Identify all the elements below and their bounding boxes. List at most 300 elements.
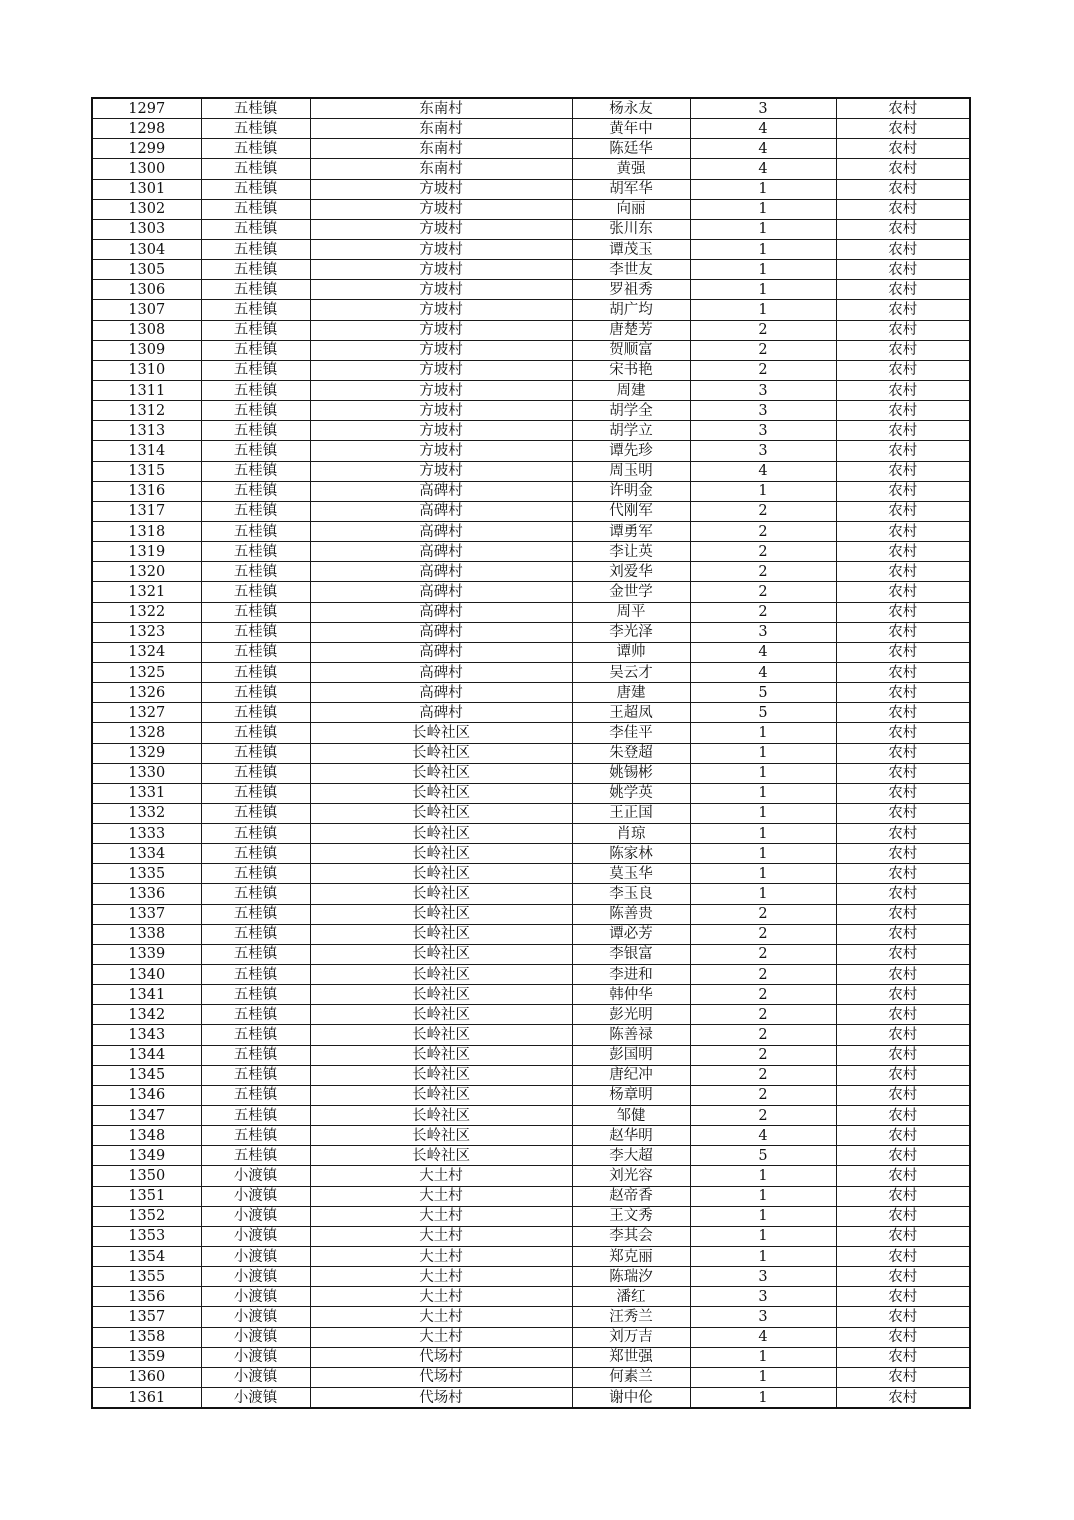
village-cell: 长岭社区 [310,783,572,803]
row-number-cell: 1326 [92,683,201,703]
table-row [92,1367,970,1387]
count-cell: 3 [690,380,836,400]
table-row [92,844,970,864]
count-cell: 1 [690,280,836,300]
village-cell: 高碑村 [310,481,572,501]
type-cell: 农村 [836,421,970,441]
type-cell: 农村 [836,1126,970,1146]
row-number-cell: 1356 [92,1287,201,1307]
count-cell: 5 [690,1146,836,1166]
row-number-cell: 1344 [92,1045,201,1065]
table-row [92,944,970,964]
row-number-cell: 1354 [92,1247,201,1267]
town-cell: 五桂镇 [201,521,310,541]
type-cell: 农村 [836,320,970,340]
count-cell: 4 [690,159,836,179]
table-row [92,763,970,783]
count-cell: 2 [690,924,836,944]
table-row [92,239,970,259]
town-cell: 五桂镇 [201,501,310,521]
name-cell: 肖琼 [572,824,690,844]
name-cell: 谭必芳 [572,924,690,944]
row-number-cell: 1355 [92,1267,201,1287]
row-number-cell: 1313 [92,421,201,441]
count-cell: 2 [690,1005,836,1025]
count-cell: 3 [690,401,836,421]
row-number-cell: 1348 [92,1126,201,1146]
count-cell: 3 [690,98,836,119]
row-number-cell: 1341 [92,985,201,1005]
row-number-cell: 1303 [92,219,201,239]
table-row [92,965,970,985]
name-cell: 李其会 [572,1226,690,1246]
town-cell: 五桂镇 [201,1126,310,1146]
town-cell: 五桂镇 [201,380,310,400]
type-cell: 农村 [836,1005,970,1025]
row-number-cell: 1300 [92,159,201,179]
town-cell: 五桂镇 [201,944,310,964]
name-cell: 谭先珍 [572,441,690,461]
count-cell: 1 [690,1166,836,1186]
town-cell: 五桂镇 [201,199,310,219]
table-row [92,1126,970,1146]
name-cell: 胡广均 [572,300,690,320]
town-cell: 五桂镇 [201,602,310,622]
row-number-cell: 1331 [92,783,201,803]
village-cell: 高碑村 [310,642,572,662]
type-cell: 农村 [836,1327,970,1347]
village-cell: 高碑村 [310,602,572,622]
table-row [92,1146,970,1166]
table-row [92,421,970,441]
type-cell: 农村 [836,1388,970,1409]
name-cell: 黄年中 [572,119,690,139]
count-cell: 3 [690,421,836,441]
type-cell: 农村 [836,1206,970,1226]
row-number-cell: 1299 [92,139,201,159]
table-row [92,1226,970,1246]
village-cell: 长岭社区 [310,763,572,783]
name-cell: 杨章明 [572,1085,690,1105]
village-cell: 方坡村 [310,179,572,199]
table-row [92,985,970,1005]
town-cell: 小渡镇 [201,1287,310,1307]
row-number-cell: 1315 [92,461,201,481]
count-cell: 2 [690,360,836,380]
village-cell: 大土村 [310,1287,572,1307]
count-cell: 1 [690,1186,836,1206]
row-number-cell: 1319 [92,542,201,562]
count-cell: 4 [690,642,836,662]
count-cell: 1 [690,844,836,864]
town-cell: 五桂镇 [201,239,310,259]
row-number-cell: 1306 [92,280,201,300]
type-cell: 农村 [836,1347,970,1367]
count-cell: 4 [690,119,836,139]
count-cell: 2 [690,542,836,562]
village-cell: 长岭社区 [310,904,572,924]
name-cell: 韩仲华 [572,985,690,1005]
town-cell: 五桂镇 [201,1146,310,1166]
name-cell: 谭帅 [572,642,690,662]
row-number-cell: 1321 [92,582,201,602]
row-number-cell: 1314 [92,441,201,461]
town-cell: 五桂镇 [201,401,310,421]
table-row [92,119,970,139]
village-cell: 代场村 [310,1367,572,1387]
row-number-cell: 1340 [92,965,201,985]
count-cell: 1 [690,1226,836,1246]
town-cell: 五桂镇 [201,139,310,159]
row-number-cell: 1345 [92,1065,201,1085]
town-cell: 小渡镇 [201,1166,310,1186]
town-cell: 五桂镇 [201,1065,310,1085]
town-cell: 五桂镇 [201,260,310,280]
name-cell: 罗祖秀 [572,280,690,300]
count-cell: 4 [690,662,836,682]
village-cell: 长岭社区 [310,944,572,964]
type-cell: 农村 [836,481,970,501]
table-row [92,360,970,380]
town-cell: 五桂镇 [201,1025,310,1045]
type-cell: 农村 [836,1226,970,1246]
table-row [92,602,970,622]
table-row [92,642,970,662]
count-cell: 2 [690,1106,836,1126]
row-number-cell: 1352 [92,1206,201,1226]
row-number-cell: 1361 [92,1388,201,1409]
row-number-cell: 1302 [92,199,201,219]
type-cell: 农村 [836,360,970,380]
row-number-cell: 1323 [92,622,201,642]
town-cell: 五桂镇 [201,743,310,763]
name-cell: 胡学立 [572,421,690,441]
count-cell: 2 [690,602,836,622]
type-cell: 农村 [836,521,970,541]
count-cell: 1 [690,864,836,884]
village-cell: 代场村 [310,1347,572,1367]
type-cell: 农村 [836,783,970,803]
type-cell: 农村 [836,1247,970,1267]
village-cell: 方坡村 [310,340,572,360]
count-cell: 1 [690,1367,836,1387]
town-cell: 五桂镇 [201,844,310,864]
name-cell: 李银富 [572,944,690,964]
table-row [92,904,970,924]
village-cell: 长岭社区 [310,965,572,985]
name-cell: 邹健 [572,1106,690,1126]
type-cell: 农村 [836,622,970,642]
row-number-cell: 1335 [92,864,201,884]
name-cell: 潘红 [572,1287,690,1307]
town-cell: 五桂镇 [201,763,310,783]
village-cell: 长岭社区 [310,743,572,763]
count-cell: 2 [690,985,836,1005]
name-cell: 吴云才 [572,662,690,682]
town-cell: 小渡镇 [201,1388,310,1409]
town-cell: 小渡镇 [201,1347,310,1367]
name-cell: 胡学全 [572,401,690,421]
town-cell: 五桂镇 [201,461,310,481]
town-cell: 五桂镇 [201,340,310,360]
table-row [92,1267,970,1287]
village-cell: 长岭社区 [310,844,572,864]
name-cell: 何素兰 [572,1367,690,1387]
count-cell: 2 [690,340,836,360]
table-row [92,260,970,280]
town-cell: 五桂镇 [201,1085,310,1105]
type-cell: 农村 [836,1287,970,1307]
type-cell: 农村 [836,1267,970,1287]
town-cell: 五桂镇 [201,562,310,582]
type-cell: 农村 [836,199,970,219]
village-cell: 长岭社区 [310,824,572,844]
type-cell: 农村 [836,582,970,602]
count-cell: 3 [690,441,836,461]
name-cell: 李进和 [572,965,690,985]
table-row [92,1307,970,1327]
village-cell: 长岭社区 [310,1065,572,1085]
type-cell: 农村 [836,803,970,823]
name-cell: 赵帝香 [572,1186,690,1206]
row-number-cell: 1334 [92,844,201,864]
type-cell: 农村 [836,562,970,582]
type-cell: 农村 [836,602,970,622]
count-cell: 1 [690,1347,836,1367]
table-row [92,521,970,541]
count-cell: 2 [690,501,836,521]
type-cell: 农村 [836,401,970,421]
village-cell: 代场村 [310,1388,572,1409]
type-cell: 农村 [836,260,970,280]
table-row [92,1106,970,1126]
town-cell: 小渡镇 [201,1206,310,1226]
row-number-cell: 1346 [92,1085,201,1105]
type-cell: 农村 [836,924,970,944]
row-number-cell: 1308 [92,320,201,340]
table-row [92,380,970,400]
table-row [92,179,970,199]
town-cell: 五桂镇 [201,421,310,441]
table-row [92,1166,970,1186]
village-cell: 大土村 [310,1327,572,1347]
table-row [92,320,970,340]
town-cell: 五桂镇 [201,803,310,823]
type-cell: 农村 [836,159,970,179]
table-row [92,199,970,219]
table-row [92,683,970,703]
table-row [92,884,970,904]
type-cell: 农村 [836,1045,970,1065]
row-number-cell: 1318 [92,521,201,541]
count-cell: 1 [690,1206,836,1226]
town-cell: 五桂镇 [201,1106,310,1126]
town-cell: 五桂镇 [201,985,310,1005]
count-cell: 1 [690,179,836,199]
village-cell: 东南村 [310,98,572,119]
village-cell: 长岭社区 [310,1085,572,1105]
village-cell: 长岭社区 [310,723,572,743]
town-cell: 五桂镇 [201,320,310,340]
row-number-cell: 1360 [92,1367,201,1387]
type-cell: 农村 [836,441,970,461]
name-cell: 谭勇军 [572,521,690,541]
village-cell: 长岭社区 [310,1126,572,1146]
type-cell: 农村 [836,1166,970,1186]
row-number-cell: 1343 [92,1025,201,1045]
town-cell: 五桂镇 [201,542,310,562]
town-cell: 五桂镇 [201,642,310,662]
village-cell: 长岭社区 [310,1045,572,1065]
type-cell: 农村 [836,683,970,703]
table-row [92,98,970,119]
count-cell: 4 [690,461,836,481]
village-cell: 长岭社区 [310,1005,572,1025]
type-cell: 农村 [836,239,970,259]
name-cell: 姚锡彬 [572,763,690,783]
name-cell: 代刚军 [572,501,690,521]
row-number-cell: 1324 [92,642,201,662]
table-row [92,703,970,723]
town-cell: 五桂镇 [201,179,310,199]
count-cell: 1 [690,300,836,320]
type-cell: 农村 [836,662,970,682]
row-number-cell: 1298 [92,119,201,139]
name-cell: 朱登超 [572,743,690,763]
count-cell: 2 [690,965,836,985]
village-cell: 长岭社区 [310,884,572,904]
town-cell: 小渡镇 [201,1327,310,1347]
type-cell: 农村 [836,884,970,904]
town-cell: 五桂镇 [201,783,310,803]
type-cell: 农村 [836,501,970,521]
table-row [92,864,970,884]
village-cell: 高碑村 [310,542,572,562]
town-cell: 五桂镇 [201,703,310,723]
type-cell: 农村 [836,1025,970,1045]
table-row [92,1085,970,1105]
village-cell: 大土村 [310,1267,572,1287]
town-cell: 小渡镇 [201,1267,310,1287]
name-cell: 彭光明 [572,1005,690,1025]
count-cell: 1 [690,743,836,763]
row-number-cell: 1339 [92,944,201,964]
count-cell: 3 [690,1307,836,1327]
roster-table-body [92,98,970,1408]
type-cell: 农村 [836,844,970,864]
table-row [92,1388,970,1409]
table-row [92,542,970,562]
village-cell: 长岭社区 [310,1106,572,1126]
count-cell: 1 [690,763,836,783]
count-cell: 2 [690,1085,836,1105]
town-cell: 五桂镇 [201,824,310,844]
name-cell: 唐建 [572,683,690,703]
village-cell: 长岭社区 [310,985,572,1005]
count-cell: 2 [690,320,836,340]
name-cell: 陈善贵 [572,904,690,924]
row-number-cell: 1353 [92,1226,201,1246]
type-cell: 农村 [836,1146,970,1166]
row-number-cell: 1304 [92,239,201,259]
table-row [92,582,970,602]
village-cell: 方坡村 [310,441,572,461]
name-cell: 郑世强 [572,1347,690,1367]
name-cell: 杨永友 [572,98,690,119]
count-cell: 2 [690,1045,836,1065]
count-cell: 1 [690,239,836,259]
name-cell: 周平 [572,602,690,622]
town-cell: 五桂镇 [201,622,310,642]
town-cell: 五桂镇 [201,683,310,703]
type-cell: 农村 [836,1307,970,1327]
row-number-cell: 1357 [92,1307,201,1327]
village-cell: 高碑村 [310,622,572,642]
name-cell: 周建 [572,380,690,400]
row-number-cell: 1301 [92,179,201,199]
row-number-cell: 1351 [92,1186,201,1206]
village-cell: 方坡村 [310,239,572,259]
count-cell: 2 [690,1025,836,1045]
name-cell: 陈瑞汐 [572,1267,690,1287]
town-cell: 小渡镇 [201,1307,310,1327]
town-cell: 五桂镇 [201,441,310,461]
count-cell: 1 [690,824,836,844]
type-cell: 农村 [836,179,970,199]
village-cell: 高碑村 [310,683,572,703]
type-cell: 农村 [836,904,970,924]
village-cell: 高碑村 [310,582,572,602]
village-cell: 大土村 [310,1166,572,1186]
table-row [92,1327,970,1347]
table-row [92,1025,970,1045]
count-cell: 1 [690,260,836,280]
village-cell: 东南村 [310,139,572,159]
name-cell: 赵华明 [572,1126,690,1146]
name-cell: 王超凤 [572,703,690,723]
table-row [92,824,970,844]
name-cell: 许明金 [572,481,690,501]
row-number-cell: 1325 [92,662,201,682]
row-number-cell: 1359 [92,1347,201,1367]
type-cell: 农村 [836,119,970,139]
count-cell: 2 [690,1065,836,1085]
count-cell: 3 [690,1267,836,1287]
name-cell: 刘爱华 [572,562,690,582]
name-cell: 贺顺富 [572,340,690,360]
count-cell: 1 [690,219,836,239]
town-cell: 五桂镇 [201,159,310,179]
table-row [92,1247,970,1267]
count-cell: 2 [690,562,836,582]
type-cell: 农村 [836,1065,970,1085]
table-row [92,743,970,763]
village-cell: 高碑村 [310,703,572,723]
village-cell: 长岭社区 [310,1146,572,1166]
type-cell: 农村 [836,1106,970,1126]
name-cell: 刘万吉 [572,1327,690,1347]
table-row [92,461,970,481]
row-number-cell: 1309 [92,340,201,360]
table-row [92,924,970,944]
table-row [92,562,970,582]
count-cell: 4 [690,139,836,159]
town-cell: 小渡镇 [201,1247,310,1267]
name-cell: 李让英 [572,542,690,562]
name-cell: 姚学英 [572,783,690,803]
town-cell: 五桂镇 [201,723,310,743]
village-cell: 长岭社区 [310,1025,572,1045]
